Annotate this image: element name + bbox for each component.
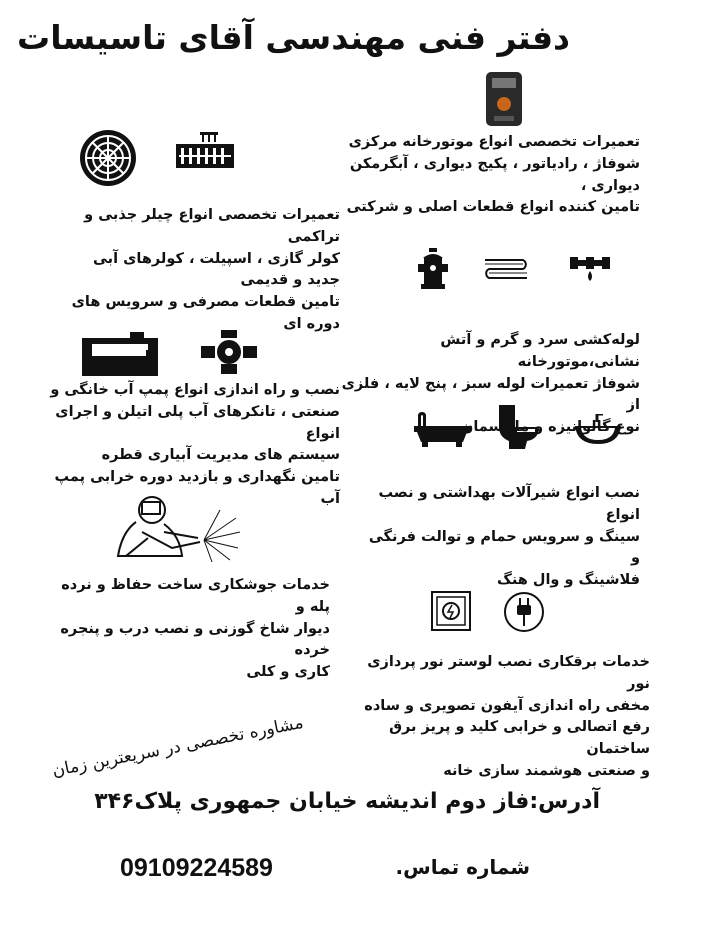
heating-coil-icon <box>481 256 531 282</box>
phone-number[interactable]: 09109224589 <box>120 854 273 882</box>
service-piping-text: لوله‌کشی سرد و گرم و آتش نشانی،موتورخانه شوفاژ تعمیرات لوله سبز ، پنج لایه ، فلزی از نوع گالوانیزه و مانیسمان <box>341 332 640 435</box>
service-electrical-text: خدمات برقکاری نصب لوستر نور پردازی نور مخفی راه اندازی آیفون تصویری و ساده رفع اتصالی و خرابی کلید و پریز برق ساختمان و صنعتی هوشمند سازی خانه <box>364 654 650 779</box>
leaking-pipe-icon <box>570 253 610 283</box>
page-title: دفتر فنی مهندسی آقای تاسیسات <box>17 18 570 57</box>
water-pump-icon <box>201 330 257 376</box>
address-text: آدرس:فاز دوم اندیشه خیابان جمهوری پلاک۳۴۶ <box>94 789 600 814</box>
fan-grille-icon <box>78 128 138 188</box>
power-plug-icon <box>502 588 546 634</box>
phone-label: شماره تماس. <box>395 855 530 879</box>
service-hvac-text: تعمیرات تخصصی انواع موتورخانه مرکزی شوفاژ ، رادیاتور ، پکیج دیواری ، آبگرمکن دیواری ، تامین کننده انواع قطعات اصلی و شرکتی <box>346 134 640 216</box>
consultation-slogan: مشاوره تخصصی در سریعترین زمان <box>50 712 306 782</box>
water-tank-icon <box>80 332 160 378</box>
service-chiller-text: تعمیرات تخصصی انواع چیلر جذبی و تراکمی کولر گازی ، اسپیلت ، کولرهای آبی جدید و قدیمی تامین قطعات مصرفی و سرویس های دوره ای <box>71 207 340 332</box>
fire-hydrant-icon <box>416 248 450 290</box>
service-sanitary-text: نصب انواع شیرآلات بهداشتی و نصب انواع سینگ و سرویس حمام و توالت فرنگی و فلاشینگ و وال هنگ <box>368 485 640 588</box>
water-heater-icon <box>482 70 526 130</box>
electric-safe-icon <box>430 590 472 632</box>
service-pump-text: نصب و راه اندازی انواع پمپ آب خانگی و صنعتی ، تانکرهای آب پلی اتیلن و اجرای انواع سیستم های مدیریت آبیاری قطره تامین نگهداری و بازدید دوره خرابی پمپ آب <box>50 382 340 507</box>
radiator-icon <box>172 132 238 170</box>
service-welding-text: خدمات جوشکاری ساخت حفاظ و نرده پله و دیوار شاخ گوزنی و نصب درب و پنجره خرده کاری و کلی <box>60 577 330 680</box>
